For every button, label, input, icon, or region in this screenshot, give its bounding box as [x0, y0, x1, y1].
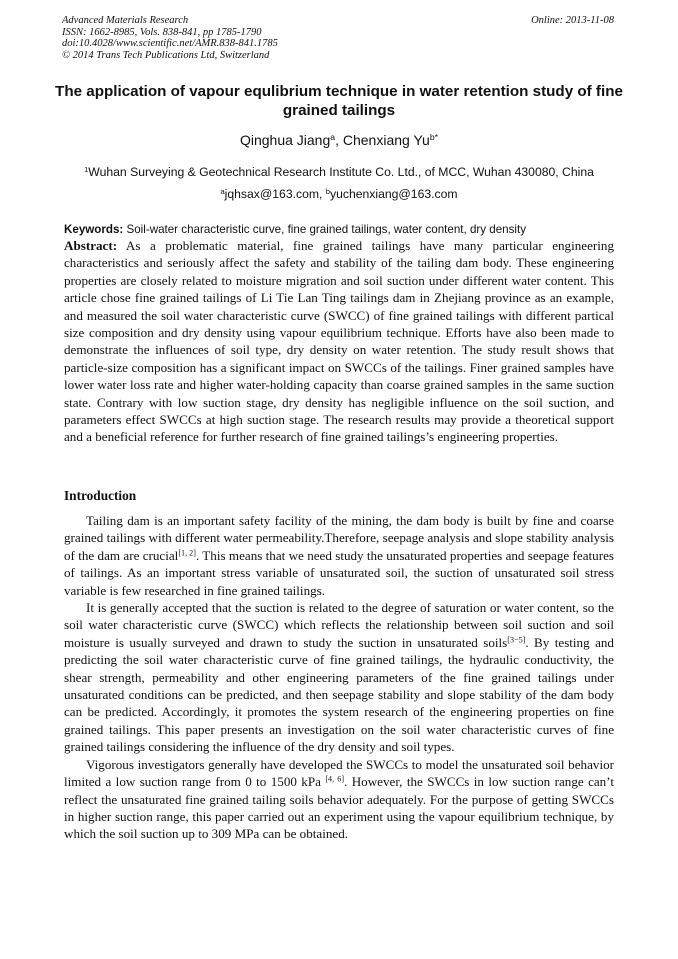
author-2-affil-mark: b* [429, 132, 439, 143]
abstract [64, 237, 614, 446]
intro-p2-text-a: It is generally accepted that the suction is related to the degree of saturation or water content, so the soil water characteristic curve (SWCC) which reflects the relationship between soil suction and soil moisture is usually surveyed and drawn to study the suction in unsaturated soils [64, 600, 614, 650]
email-b-mark: b [325, 186, 330, 196]
paper-title: The application of vapour equlibrium technique in water retention study of fine grained tailings [55, 83, 623, 119]
abstract-text: As a problematic material, fine grained tailings have many particular engineering characteristics and seriously affect the safety and stability of the tailing dam body. These engineering properties are closely related to moisture migration and soil suction under different water content. This article chose fine grained tailings of Li Tie Lan Ting tailings dam in Zhejiang province as an example, and measured the soil water characteristic curve (SWCC) of fine grained tailings with different partical size composition and dry density using vapour equilibrium technique. Efforts have also been made to demonstrate the influences of soil type, dry density on water retention. The study result shows that particle-size composition has a significant impact on SWCCs of the tailings. Finer grained samples have lower water loss rate and higher water-holding capacity than coarse grained samples in the same suction state. Contrary with low suction stage, dry density has negligible influence on the soil suction, and parameters effect SWCCs at high suction stage. The research results may provide a theoretical support and a beneficial reference for further research of fine grained tailings’s engineering properties. [64, 238, 614, 445]
email-b: yuchenxiang@163.com [329, 187, 458, 201]
citation-1-2: [1, 2] [178, 548, 196, 558]
author-2: Chenxiang Yu [342, 132, 430, 148]
journal-doi: doi:10.4028/www.scientific.net/AMR.838-841.1785 [62, 38, 278, 50]
intro-p1-text-a: Tailing dam is an important safety facility of the mining, the dam body is built by fine and coarse grained tailings with different water permeability.Therefore, seepage analysis and slope stability analysis of the dam are crucial [64, 513, 614, 563]
email-a: jqhsax@163.com, [224, 187, 326, 201]
email-a-mark: a [220, 186, 225, 196]
citation-4-6: [4, 6] [325, 774, 345, 784]
author-1-affil-mark: a [330, 132, 336, 143]
author-emails [0, 187, 678, 201]
affiliation [0, 165, 678, 179]
affiliation-mark: 1 [84, 164, 89, 174]
keywords-text: Soil-water characteristic curve, fine grained tailings, water content, dry density [123, 223, 527, 236]
journal-header [62, 15, 614, 61]
abstract-label: Abstract: [64, 238, 118, 253]
section-heading-introduction: Introduction [64, 488, 137, 503]
journal-issn: ISSN: 1662-8985, Vols. 838-841, pp 1785-1790 [62, 26, 262, 38]
intro-p3-text-a: Vigorous investigators generally have developed the SWCCs to model the unsaturated soil behavior limited a low suction range from 0 to 1500 kPa [64, 756, 614, 790]
keywords-label: Keywords: [64, 223, 124, 236]
intro-paragraph-2 [64, 599, 614, 756]
keywords [64, 223, 614, 236]
intro-paragraph-3 [64, 756, 614, 843]
intro-p3-text-b: . However, the SWCCs in low suction range can’t reflect the unsaturated fine grained tailing soils behavior adequately. For the purpose of getting SWCCs in higher suction range, this paper carried out an experiment using the vapour equilibrium technique, by which the soil suction up to 309 MPa can be obtained. [64, 774, 614, 842]
author-1: Qinghua Jiang [239, 132, 331, 148]
intro-p2-text-b: . By testing and predicting the soil water characteristic curve of fine grained tailings, the hydraulic conductivity, the shear strength, permeability and other engineering parameters of the fine grained tailings under unsaturated conditions can be predicted, and then seepage stability and slope stability of the dam body can be predicted. Accordingly, it promotes the system research of the engineering properties on fine grained tailings. This paper presents an investigation on the soil water characteristic curves of fine grained tailings considering the influence of the dry density and soil types. [64, 634, 614, 755]
author-separator: , [335, 132, 343, 148]
journal-name: Advanced Materials Research [62, 15, 189, 26]
author-line [0, 132, 678, 148]
citation-3-5: [3−5] [507, 635, 526, 645]
online-date: Online: 2013-11-08 [531, 15, 614, 26]
introduction-body [64, 512, 614, 843]
intro-p1-text-b: . This means that we need study the unsaturated properties and seepage features of tailings. As an important stress variable of unsaturated soil, the suction of unsaturated soil stress variable is few researched in fine grained tailings. [64, 547, 614, 598]
journal-copyright: © 2014 Trans Tech Publications Ltd, Switzerland [62, 49, 270, 61]
affiliation-text: Wuhan Surveying & Geotechnical Research Institute Co. Ltd., of MCC, Wuhan 430080, China [88, 165, 594, 179]
intro-paragraph-1 [64, 512, 614, 599]
